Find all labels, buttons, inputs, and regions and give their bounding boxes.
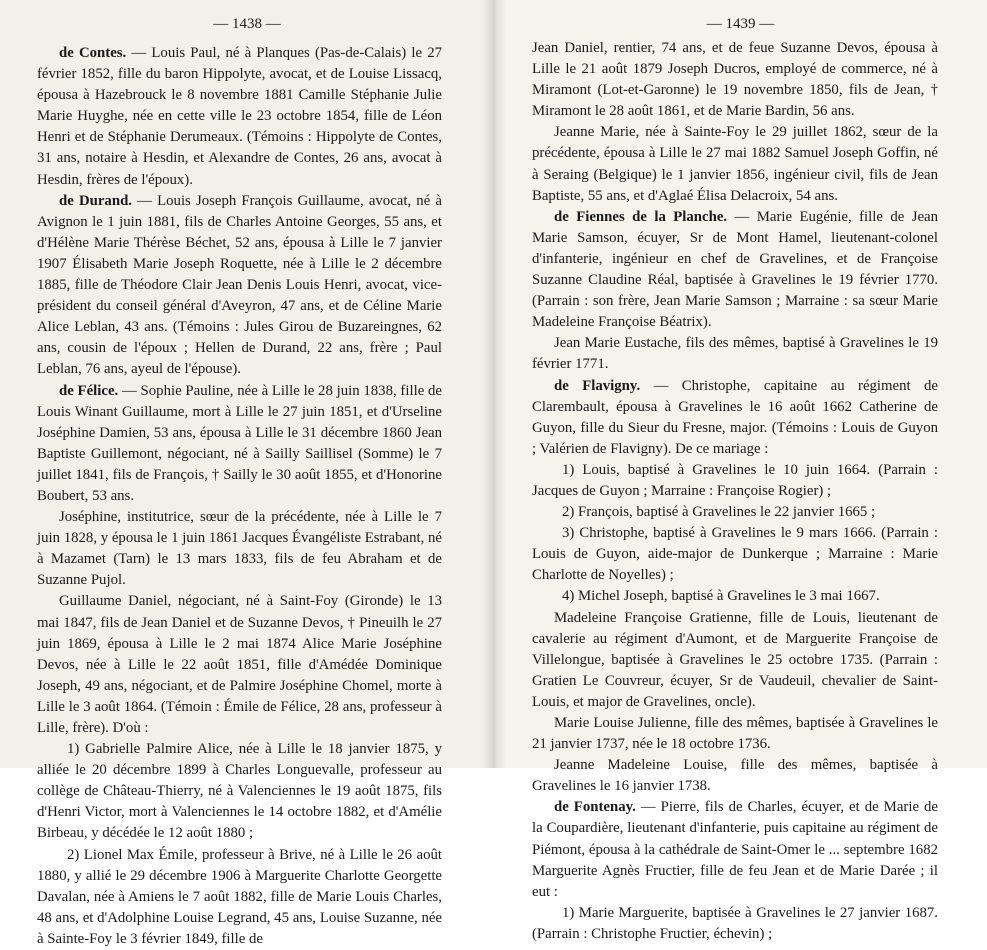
list-item: 1) Gabrielle Palmire Alice, née à Lille le 18 janvier 1875, y alliée le 20 décembre 1899 à Charles Longuevalle, professeur au collège de Château-Thierry, né à Valenciennes le 19 août 1875, fils d'Henri Victor, mort à Valenciennes le 14 octobre 1882, et d'Amélie Birbeau, y décédée le 12 août 1880 ; [37,741,442,842]
paragraph: Jeanne Marie, née à Sainte-Foy le 29 juillet 1862, sœur de la précédente, épousa à Lille le 27 mai 1882 Samuel Joseph Goffin, né à Seraing (Belgique) le 1 janvier 1856, ingénieur civil, fils de Jean Baptiste, 55 ans, et d'Aglaé Élisa Delacroix, 54 ans. [532,124,938,204]
page-number: — 1438 — [213,16,281,32]
paragraph: Marie Louise Julienne, fille des mêmes, baptisée à Gravelines le 21 janvier 1737, née le 18 octobre 1736. [532,715,938,753]
entry-de-contes: de Contes. — Louis Paul, né à Planques (Pas-de-Calais) le 27 février 1852, fille du baron Hippolyte, avocat, et de Louise Lissacq, épousa à Hazebrouck le 8 novembre 1881 Camille Stéphanie Julie Marie Huyghe, née en cette ville le 23 octobre 1854, fille de Léon Henri et de Stéphanie Derumeaux. (Témoins : Hippolyte de Contes, 31 ans, notaire à Hesdin, et Alexandre de Contes, 26 ans, avocat à Hesdin, frères de l'époux). [37,45,442,188]
paragraph: Joséphine, institutrice, sœur de la précédente, née à Lille le 7 juin 1828, y épousa le 1 juin 1861 Jacques Évangéliste Estrabant, né à Mazamet (Tarn) le 13 mars 1833, fils de feu Abraham et de Suzanne Pujol. [37,509,442,589]
page-number: — 1439 — [706,16,775,32]
entry-de-fontenay: de Fontenay. — Pierre, fils de Charles, écuyer, et de Marie de la Coupardière, lieutenant d'infanterie, puis capitaine au régiment de Piémont, épousa à la cathédrale de Saint-Omer le ... septembre 1682 Marguerite Agnès Fructier, fille de feu Jean et de Marie Darée ; il eut : [532,799,938,900]
paragraph: Jean Marie Eustache, fils des mêmes, baptisé à Gravelines le 19 février 1771. [532,335,938,373]
list-item: 2) Lionel Max Émile, professeur à Brive, né à Lille le 26 août 1880, y allié le 29 décembre 1906 à Marguerite Charlotte Georgette Davalan, née à Amiens le 7 août 1882, fille de Marie Louis Charles, 48 ans, et d'Adolphine Louise Legrand, 45 ans, Louise Suzanne, née à Sainte-Foy le 3 février 1849, fille de [37,846,442,947]
left-page [0,0,494,947]
book-gutter-shadow [482,0,506,768]
list-item: 1) Marie Marguerite, baptisée à Gravelines le 27 janvier 1687. (Parrain : Christophe Fructier, échevin) ; [532,904,938,942]
list-item: 4) Michel Joseph, baptisé à Gravelines le 3 mai 1667. [562,588,880,605]
entry-de-flavigny: de Flavigny. — Christophe, capitaine au régiment de Clarembault, épousa à Gravelines le 16 août 1662 Catherine de Guyon, fille du Sieur du Fresne, major. (Témoins : Louis de Guyon ; Valérien de Flavigny). De ce mariage : [532,377,938,457]
paragraph: Guillaume Daniel, négociant, né à Saint-Foy (Gironde) le 13 mai 1847, fils de Jean Daniel et de Suzanne Devos, † Pineuilh le 27 juin 1869, épousa à Lille le 2 mai 1874 Alice Marie Joséphine Devos, née à Lille le 22 août 1851, fille d'Amédée Dominique Joseph, 49 ans, négociant, et de Palmire Joséphine Chomel, morte à Lille le 3 août 1864. (Témoin : Émile de Félice, 28 ans, professeur à Lille, frère). D'où : [37,593,442,736]
page-body [37,43,442,950]
page-body [532,38,938,945]
list-item: 2) François, baptisé à Gravelines le 22 janvier 1665 ; [562,504,876,521]
list-item: 1) Louis, baptisé à Gravelines le 10 juin 1664. (Parrain : Jacques de Guyon ; Marraine : Françoise Rogier) ; [532,461,938,499]
paragraph: Jean Daniel, rentier, 74 ans, et de feue Suzanne Devos, épousa à Lille le 21 août 1879 Joseph Ducros, employé de commerce, né à Miramont (Lot-et-Garonne) le 19 novembre 1850, fils de Jean, † Miramont le 28 août 1861, et de Marie Bardin, 56 ans. [532,40,938,120]
paragraph: Jeanne Madeleine Louise, fille des mêmes, baptisée à Gravelines le 16 janvier 1738. [532,757,938,795]
entry-de-fiennes: de Fiennes de la Planche. — Marie Eugénie, fille de Jean Marie Samson, écuyer, Sr de Mont Hamel, lieutenant-colonel d'infanterie, ingénieur en chef de Gravelines, et de Françoise Suzanne Claudine Réal, baptisée à Gravelines le 19 février 1770. (Parrain : son frère, Jean Marie Samson ; Marraine : sa sœur Marie Madeleine Françoise Béatrix). [532,208,938,331]
paragraph: Madeleine Françoise Gratienne, fille de Louis, lieutenant de cavalerie au régiment d'Aumont, et de Marguerite Françoise de Villelongue, baptisée à Gravelines le 25 octobre 1735. (Parrain : Gratien Le Couvreur, écuyer, Sr de Vaudeuil, chevalier de Saint-Louis, et major de Gravelines, oncle). [532,609,938,710]
list-item: 3) Christophe, baptisé à Gravelines le 9 mars 1666. (Parrain : Louis de Guyon, aide-major de Dunkerque ; Marraine : Marie Charlotte de Noyelles) ; [532,525,938,584]
entry-de-durand: de Durand. — Louis Joseph François Guillaume, avocat, né à Avignon le 1 juin 1881, fils de Charles Antoine Georges, 55 ans, et d'Hélène Marie Thérèse Béchet, 52 ans, épousa à Lille le 7 janvier 1907 Élisabeth Marie Joseph Roquette, née à Lille le 2 décembre 1885, fille de Théodore Clair Jean Denis Louis Henri, avocat, vice-président du conseil général d'Aveyron, 47 ans, et de Céline Marie Alice Leblan, 43 ans. (Témoins : Jules Girou de Buzareingnes, 62 ans, cousin de l'époux ; Hellen de Durand, 22 ans, frère ; Paul Leblan, 76 ans, ayeul de l'épouse). [37,192,442,378]
entry-de-felice: de Félice. — Sophie Pauline, née à Lille le 28 juin 1838, fille de Louis Winant Guillaume, mort à Lille le 27 juin 1851, et d'Urseline Joséphine Damien, 53 ans, épousa à Lille le 31 décembre 1860 Jean Baptiste Guillemont, négociant, né à Sailly Saillisel (Somme) le 7 juillet 1841, fils de François, † Sailly le 30 août 1855, et d'Honorine Boubert, 53 ans. [37,382,442,504]
right-page [494,0,987,942]
